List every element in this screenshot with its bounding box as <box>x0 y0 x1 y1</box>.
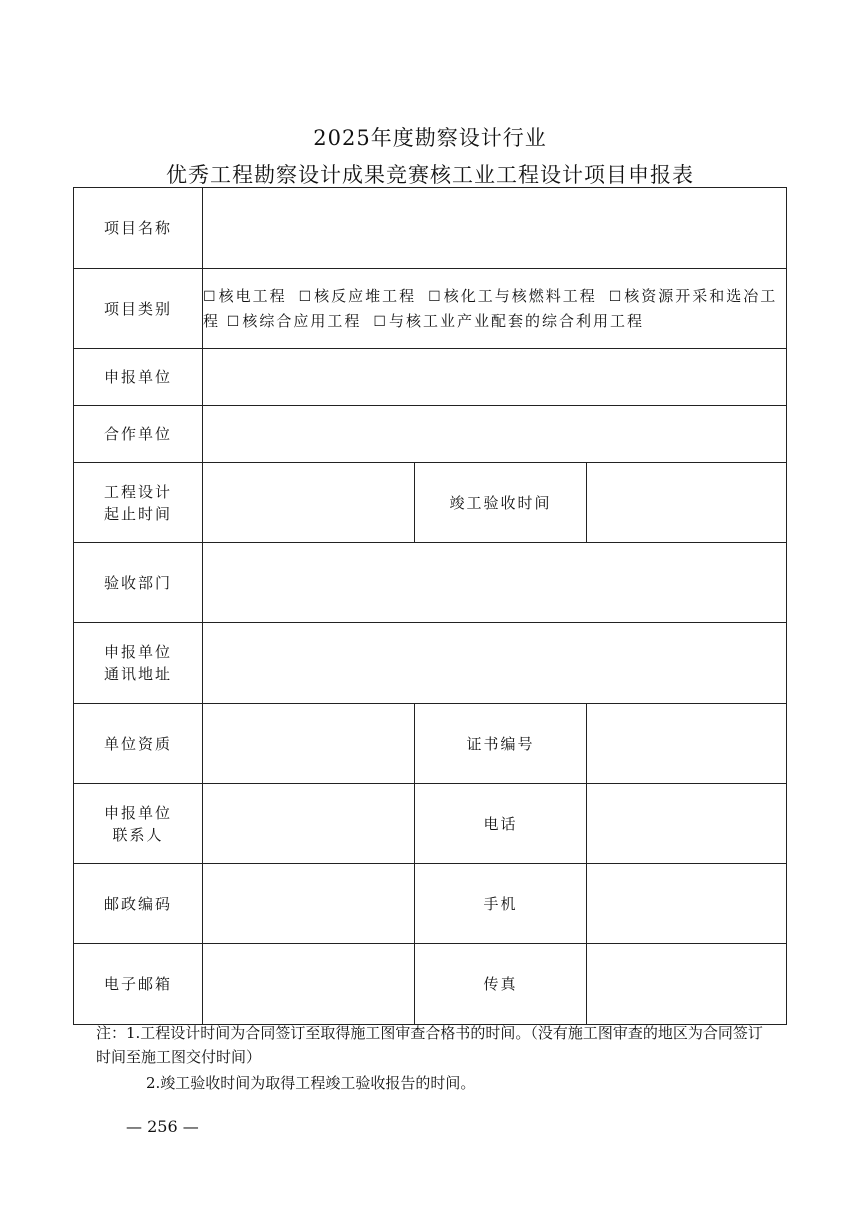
note-2: 2.竣工验收时间为取得工程竣工验收报告的时间。 <box>146 1074 476 1092</box>
address-label: 申报单位 通讯地址 <box>74 623 203 704</box>
row-applicant-unit <box>74 349 787 406</box>
acceptance-dept-label: 验收部门 <box>74 543 203 623</box>
acceptance-dept-field[interactable] <box>203 543 787 623</box>
fax-field[interactable] <box>587 944 787 1025</box>
checkbox-icon[interactable]: ☐ <box>226 313 242 330</box>
qualification-field[interactable] <box>203 704 415 784</box>
qualification-label: 单位资质 <box>74 704 203 784</box>
contact-field[interactable] <box>203 784 415 864</box>
partner-unit-field[interactable] <box>203 406 787 463</box>
title-line-1: 2025年度勘察设计行业 <box>313 126 547 150</box>
row-contact <box>74 784 787 864</box>
checkbox-icon[interactable]: ☐ <box>298 288 314 305</box>
phone-field[interactable] <box>587 784 787 864</box>
fax-label: 传真 <box>415 944 587 1025</box>
row-qualification <box>74 704 787 784</box>
notes <box>96 1021 776 1095</box>
category-option[interactable]: ☐核化工与核燃料工程 <box>428 286 597 305</box>
applicant-unit-label: 申报单位 <box>74 349 203 406</box>
completion-time-label: 竣工验收时间 <box>415 463 587 543</box>
category-option[interactable]: ☐核反应堆工程 <box>298 286 417 305</box>
row-acceptance-dept <box>74 543 787 623</box>
certificate-no-label: 证书编号 <box>415 704 587 784</box>
category-option[interactable]: ☐核资源开采和选冶工程 <box>203 286 778 330</box>
address-field[interactable] <box>203 623 787 704</box>
partner-unit-label: 合作单位 <box>74 406 203 463</box>
checkbox-icon[interactable]: ☐ <box>373 313 388 330</box>
row-address <box>74 623 787 704</box>
project-category-label: 项目类别 <box>74 269 203 349</box>
project-category-options <box>203 269 787 349</box>
note-1: 注：1.工程设计时间为合同签订至取得施工图审查合格书的时间。（没有施工图审查的地区为合同签订时间至施工图交付时间） <box>96 1024 763 1066</box>
row-postcode <box>74 864 787 944</box>
row-design-period <box>74 463 787 543</box>
design-period-label: 工程设计 起止时间 <box>74 463 203 543</box>
category-option[interactable]: ☐核电工程 <box>203 286 287 305</box>
application-form-table <box>73 187 787 1025</box>
design-period-field[interactable] <box>203 463 415 543</box>
checkbox-icon[interactable]: ☐ <box>203 288 218 305</box>
mobile-field[interactable] <box>587 864 787 944</box>
row-project-category <box>74 269 787 349</box>
certificate-no-field[interactable] <box>587 704 787 784</box>
mobile-label: 手机 <box>415 864 587 944</box>
completion-time-field[interactable] <box>587 463 787 543</box>
page-number: — 256 — <box>126 1117 199 1136</box>
title-line-2: 优秀工程勘察设计成果竞赛核工业工程设计项目申报表 <box>166 163 694 187</box>
checkbox-icon[interactable]: ☐ <box>428 288 443 305</box>
row-partner-unit <box>74 406 787 463</box>
email-label: 电子邮箱 <box>74 944 203 1025</box>
phone-label: 电话 <box>415 784 587 864</box>
category-option[interactable]: ☐与核工业产业配套的综合利用工程 <box>373 311 644 330</box>
project-name-field[interactable] <box>203 188 787 269</box>
category-option[interactable]: ☐核综合应用工程 <box>226 311 362 330</box>
row-project-name <box>74 188 787 269</box>
contact-label: 申报单位 联系人 <box>74 784 203 864</box>
project-name-label: 项目名称 <box>74 188 203 269</box>
email-field[interactable] <box>203 944 415 1025</box>
postcode-field[interactable] <box>203 864 415 944</box>
postcode-label: 邮政编码 <box>74 864 203 944</box>
checkbox-icon[interactable]: ☐ <box>608 288 624 305</box>
applicant-unit-field[interactable] <box>203 349 787 406</box>
row-email <box>74 944 787 1025</box>
